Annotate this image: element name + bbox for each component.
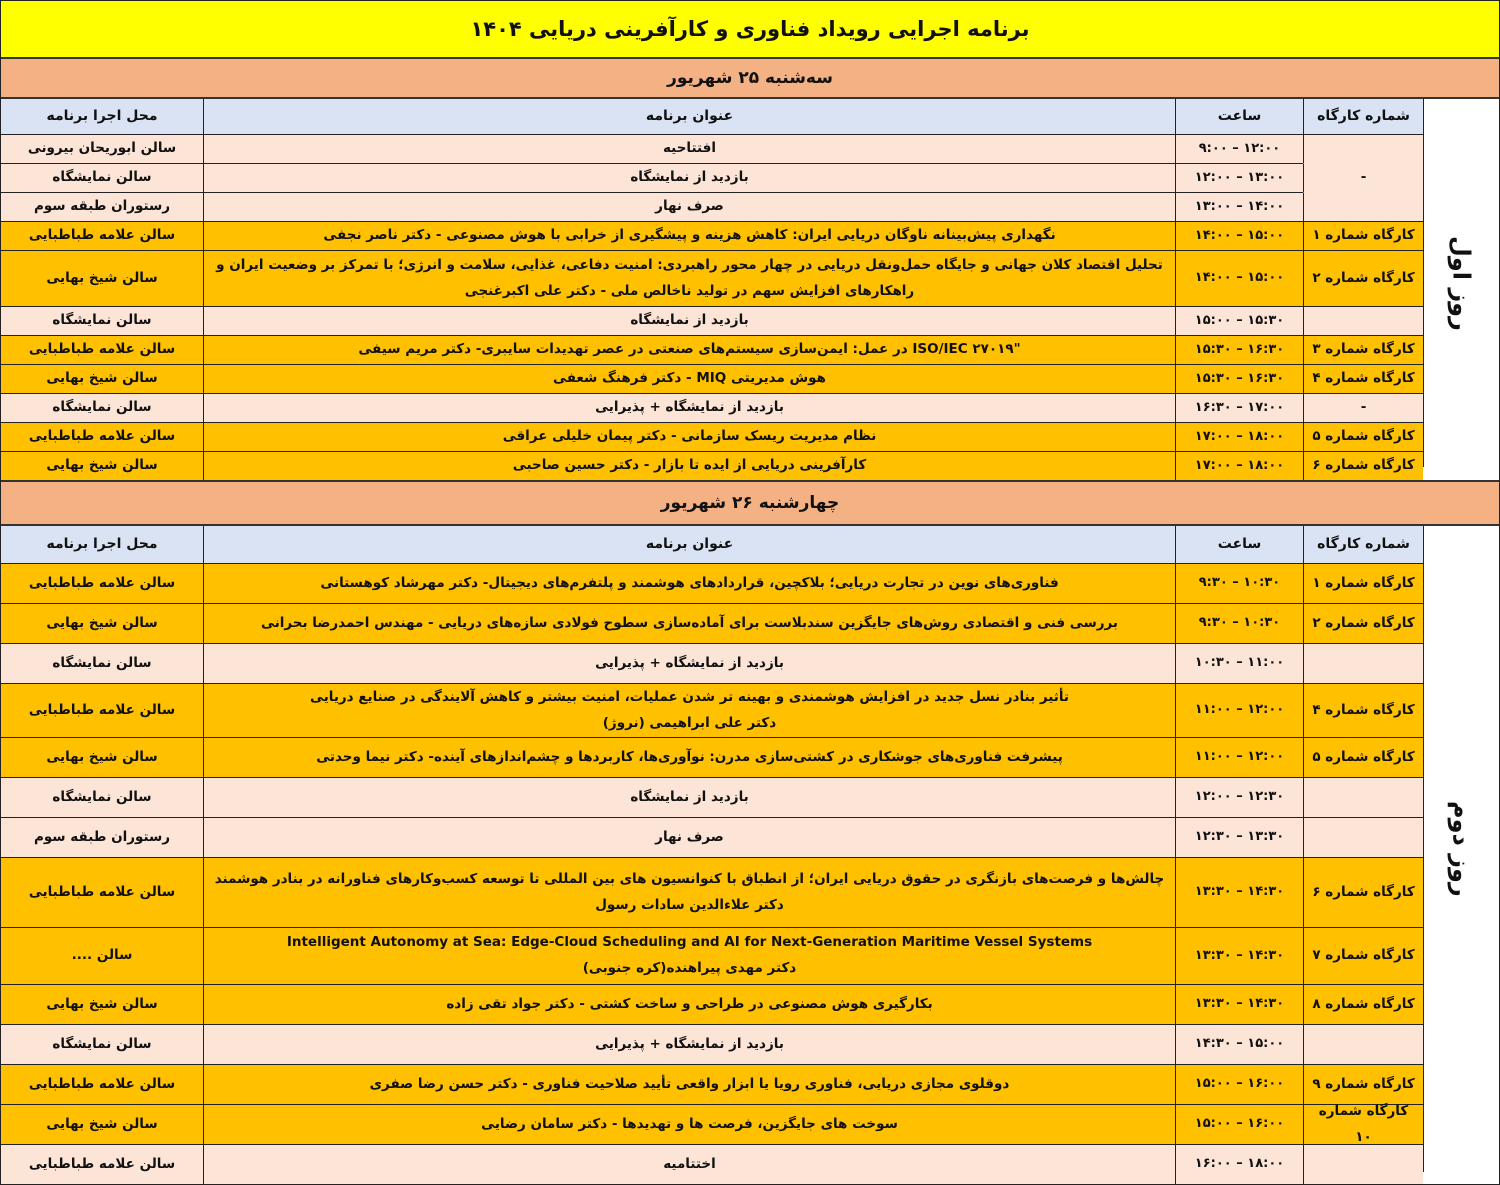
title-cell: فناوری‌های نوین در تجارت دریایی؛ بلاکچین، قراردادهای هوشمند و پلتفرم‌های دیجیتال- دکتر مهرشاد کوهستانی bbox=[203, 564, 1175, 603]
day2-label bbox=[1423, 526, 1499, 1172]
time-cell: ۱۵:۰۰ – ۱۵:۳۰ bbox=[1175, 307, 1303, 335]
col-workshop: شماره کارگاه bbox=[1303, 526, 1423, 563]
workshop-number: کارگاه شماره ۱ bbox=[1312, 227, 1415, 244]
workshop-number: کارگاه شماره ۱ bbox=[1312, 574, 1415, 591]
workshop-cell bbox=[1303, 193, 1423, 221]
location-cell: سالن شیخ بهایی bbox=[1, 251, 203, 306]
col-title: عنوان برنامه bbox=[203, 99, 1175, 134]
time-cell: ۱۵:۳۰ – ۱۶:۳۰ bbox=[1175, 336, 1303, 364]
time-cell: ۱۲:۰۰ – ۱۲:۳۰ bbox=[1175, 778, 1303, 817]
day1-block bbox=[1, 99, 1499, 480]
table-row bbox=[1, 423, 1423, 452]
workshop-cell bbox=[1303, 394, 1423, 422]
location-cell: سالن علامه طباطبایی bbox=[1, 1065, 203, 1104]
table-row bbox=[1, 135, 1423, 164]
workshop-cell bbox=[1303, 164, 1423, 193]
title-cell: بکارگیری هوش مصنوعی در طراحی و ساخت کشتی - دکتر جواد تقی زاده bbox=[203, 985, 1175, 1024]
workshop-cell bbox=[1303, 818, 1423, 857]
table-row bbox=[1, 164, 1423, 193]
title-cell bbox=[203, 858, 1175, 927]
day1-label-text: روز اول bbox=[1447, 235, 1476, 331]
time-cell: ۱۶:۳۰ – ۱۷:۰۰ bbox=[1175, 394, 1303, 422]
workshop-cell bbox=[1303, 858, 1423, 927]
title-cell: بازدید از نمایشگاه + پذیرایی bbox=[203, 1025, 1175, 1064]
title-cell: بازدید از نمایشگاه + پذیرایی bbox=[203, 644, 1175, 683]
time-cell: ۱۳:۳۰ – ۱۴:۳۰ bbox=[1175, 928, 1303, 984]
time-cell: ۱۴:۰۰ – ۱۵:۰۰ bbox=[1175, 222, 1303, 250]
title-cell: افتتاحیه bbox=[203, 135, 1175, 163]
table-row bbox=[1, 564, 1423, 604]
title-cell: بررسی فنی و اقتصادی روش‌های جایگزین سندبلاست برای آماده‌سازی سطوح فولادی سازه‌های دریایی - مهندس احمدرضا بحرانی bbox=[203, 604, 1175, 643]
workshop-cell bbox=[1303, 644, 1423, 683]
table-row bbox=[1, 985, 1423, 1025]
workshop-cell bbox=[1303, 985, 1423, 1024]
table-row bbox=[1, 336, 1423, 365]
title-cell: "ISO/IEC ۲۷۰۱۹ در عمل: ایمن‌سازی سیستم‌های صنعتی در عصر تهدیدات سایبری- دکتر مریم سیفی bbox=[203, 336, 1175, 364]
time-cell: ۱۵:۳۰ – ۱۶:۳۰ bbox=[1175, 365, 1303, 393]
col-location: محل اجرا برنامه bbox=[1, 526, 203, 563]
workshop-cell bbox=[1303, 604, 1423, 643]
location-cell: سالن نمایشگاه bbox=[1, 164, 203, 192]
workshop-number: - bbox=[1360, 399, 1367, 416]
table-row bbox=[1, 1025, 1423, 1065]
table-row bbox=[1, 193, 1423, 222]
day2-block bbox=[1, 526, 1499, 1184]
workshop-number: کارگاه شماره ۷ bbox=[1312, 947, 1415, 964]
workshop-number: کارگاه شماره ۶ bbox=[1312, 457, 1415, 474]
table-row bbox=[1, 222, 1423, 251]
table-row bbox=[1, 604, 1423, 644]
time-cell: ۹:۳۰ – ۱۰:۳۰ bbox=[1175, 564, 1303, 603]
location-cell: سالن نمایشگاه bbox=[1, 644, 203, 683]
table-row bbox=[1, 251, 1423, 307]
table-row bbox=[1, 684, 1423, 738]
program-speaker: دکتر علاءالدین سادات رسول bbox=[595, 896, 784, 913]
title-cell: بازدید از نمایشگاه bbox=[203, 164, 1175, 192]
day2-table bbox=[1, 526, 1423, 1184]
location-cell: رستوران طبقه سوم bbox=[1, 818, 203, 857]
time-cell: ۱۳:۳۰ – ۱۴:۳۰ bbox=[1175, 985, 1303, 1024]
location-cell: سالن شیخ بهایی bbox=[1, 985, 203, 1024]
col-workshop: شماره کارگاه bbox=[1303, 99, 1423, 134]
workshop-cell bbox=[1303, 135, 1423, 164]
time-cell: ۱۳:۰۰ – ۱۴:۰۰ bbox=[1175, 193, 1303, 221]
table-row bbox=[1, 818, 1423, 858]
location-cell: سالن علامه طباطبایی bbox=[1, 684, 203, 737]
time-cell: ۱۴:۳۰ – ۱۵:۰۰ bbox=[1175, 1025, 1303, 1064]
program-title: تأثیر بنادر نسل جدید در افزایش هوشمندی و بهینه تر شدن عملیات، امنیت بیشتر و کاهش آلایندگی در صنایع دریایی bbox=[310, 688, 1069, 705]
title-cell: نگهداری پیش‌بینانه ناوگان دریایی ایران: کاهش هزینه و پیشگیری از خرابی با هوش مصنوعی - دکتر ناصر نجفی bbox=[203, 222, 1175, 250]
table-row bbox=[1, 1065, 1423, 1105]
title-cell: کارآفرینی دریایی از ایده تا بازار - دکتر حسین صاحبی bbox=[203, 452, 1175, 480]
location-cell: سالن علامه طباطبایی bbox=[1, 858, 203, 927]
col-time: ساعت bbox=[1175, 526, 1303, 563]
location-cell: سالن شیخ بهایی bbox=[1, 452, 203, 480]
time-cell: ۱۲:۰۰ – ۱۳:۰۰ bbox=[1175, 164, 1303, 192]
title-cell: دوقلوی مجازی دریایی، فناوری رویا یا ابزار واقعی تأیید صلاحیت فناوری - دکتر حسن رضا صفری bbox=[203, 1065, 1175, 1104]
workshop-number: - bbox=[1360, 169, 1367, 186]
day2-label-text: روز دوم bbox=[1447, 801, 1476, 897]
workshop-number: کارگاه شماره ۵ bbox=[1312, 748, 1415, 765]
location-cell: سالن شیخ بهایی bbox=[1, 738, 203, 777]
time-cell: ۹:۰۰ – ۱۲:۰۰ bbox=[1175, 135, 1303, 163]
time-cell: ۹:۳۰ – ۱۰:۳۰ bbox=[1175, 604, 1303, 643]
time-cell: ۱۰:۳۰ – ۱۱:۰۰ bbox=[1175, 644, 1303, 683]
workshop-number: کارگاه شماره ۱۰ bbox=[1318, 1102, 1409, 1145]
table-row bbox=[1, 1145, 1423, 1184]
workshop-number: کارگاه شماره ۴ bbox=[1312, 701, 1415, 718]
program-title: Intelligent Autonomy at Sea: Edge-Cloud Scheduling and AI for Next-Generation Maritime Vessel Systems bbox=[286, 934, 1093, 951]
table-row bbox=[1, 1102, 1423, 1145]
location-cell: سالن علامه طباطبایی bbox=[1, 222, 203, 250]
time-cell: ۱۲:۳۰ – ۱۳:۳۰ bbox=[1175, 818, 1303, 857]
workshop-number: کارگاه شماره ۵ bbox=[1312, 428, 1415, 445]
title-cell: نظام مدیریت ریسک سازمانی - دکتر پیمان خلیلی عراقی bbox=[203, 423, 1175, 451]
time-cell: ۱۶:۰۰ – ۱۸:۰۰ bbox=[1175, 1145, 1303, 1184]
time-cell: ۱۳:۳۰ – ۱۴:۳۰ bbox=[1175, 858, 1303, 927]
title-cell: سوخت های جایگزین، فرصت ها و تهدیدها - دکتر سامان رضایی bbox=[203, 1105, 1175, 1144]
workshop-cell bbox=[1303, 684, 1423, 737]
time-cell: ۱۵:۰۰ – ۱۶:۰۰ bbox=[1175, 1105, 1303, 1144]
location-cell: سالن شیخ بهایی bbox=[1, 365, 203, 393]
time-cell: ۱۱:۰۰ – ۱۲:۰۰ bbox=[1175, 738, 1303, 777]
day1-table bbox=[1, 99, 1423, 480]
workshop-cell bbox=[1303, 307, 1423, 335]
workshop-number: کارگاه شماره ۴ bbox=[1312, 370, 1415, 387]
workshop-number: کارگاه شماره ۸ bbox=[1312, 995, 1415, 1012]
title-cell: هوش مدیریتی MIQ - دکتر فرهنگ شعفی bbox=[203, 365, 1175, 393]
workshop-number: کارگاه شماره ۳ bbox=[1312, 341, 1415, 358]
page-title: برنامه اجرایی رویداد فناوری و کارآفرینی دریایی ۱۴۰۴ bbox=[1, 1, 1499, 59]
workshop-cell bbox=[1303, 336, 1423, 364]
workshop-number: کارگاه شماره ۲ bbox=[1312, 614, 1415, 631]
table-row bbox=[1, 644, 1423, 684]
table-row bbox=[1, 307, 1423, 336]
day1-header: سه‌شنبه ۲۵ شهریور bbox=[1, 59, 1499, 99]
title-cell: بازدید از نمایشگاه bbox=[203, 307, 1175, 335]
table-row bbox=[1, 858, 1423, 928]
location-cell: سالن نمایشگاه bbox=[1, 778, 203, 817]
workshop-cell bbox=[1303, 1102, 1423, 1145]
location-cell: سالن علامه طباطبایی bbox=[1, 336, 203, 364]
col-location: محل اجرا برنامه bbox=[1, 99, 203, 134]
location-cell: سالن شیخ بهایی bbox=[1, 604, 203, 643]
workshop-cell bbox=[1303, 251, 1423, 306]
location-cell: سالن علامه طباطبایی bbox=[1, 564, 203, 603]
program-title: تحلیل اقتصاد کلان جهانی و جایگاه حمل‌ونقل دریایی در چهار محور راهبردی: امنیت دفاعی، غذایی، سلامت و انرژی؛ با تمرکز بر وضعیت ایران و bbox=[216, 256, 1163, 273]
table-row bbox=[1, 452, 1423, 480]
time-cell: ۱۱:۰۰ – ۱۲:۰۰ bbox=[1175, 684, 1303, 737]
time-cell: ۱۴:۰۰ – ۱۵:۰۰ bbox=[1175, 251, 1303, 306]
workshop-cell bbox=[1303, 365, 1423, 393]
column-header-row bbox=[1, 526, 1423, 564]
title-cell bbox=[203, 251, 1175, 306]
workshop-cell bbox=[1303, 778, 1423, 817]
title-cell: پیشرفت فناوری‌های جوشکاری در کشتی‌سازی مدرن: نوآوری‌ها، کاربردها و چشم‌اندازهای آینده- دکتر نیما وحدتی bbox=[203, 738, 1175, 777]
title-cell: صرف نهار bbox=[203, 818, 1175, 857]
table-row bbox=[1, 394, 1423, 423]
location-cell: سالن علامه طباطبایی bbox=[1, 1145, 203, 1184]
workshop-cell bbox=[1303, 1025, 1423, 1064]
program-speaker: دکتر مهدی پیراهنده(کره جنوبی) bbox=[582, 960, 797, 976]
workshop-cell bbox=[1303, 928, 1423, 984]
time-cell: ۱۷:۰۰ – ۱۸:۰۰ bbox=[1175, 452, 1303, 480]
workshop-cell bbox=[1303, 564, 1423, 603]
day1-label bbox=[1423, 99, 1499, 467]
table-row bbox=[1, 365, 1423, 394]
location-cell: سالن نمایشگاه bbox=[1, 394, 203, 422]
title-cell bbox=[203, 928, 1175, 984]
table-row bbox=[1, 778, 1423, 818]
location-cell: سالن .... bbox=[1, 928, 203, 984]
time-cell: ۱۷:۰۰ – ۱۸:۰۰ bbox=[1175, 423, 1303, 451]
workshop-cell bbox=[1303, 222, 1423, 250]
workshop-number: کارگاه شماره ۶ bbox=[1312, 883, 1415, 900]
time-cell: ۱۵:۰۰ – ۱۶:۰۰ bbox=[1175, 1065, 1303, 1104]
program-speaker: دکتر علی ابراهیمی (نروژ) bbox=[602, 714, 777, 731]
table-row bbox=[1, 928, 1423, 985]
location-cell: سالن نمایشگاه bbox=[1, 307, 203, 335]
workshop-cell bbox=[1303, 423, 1423, 451]
col-title: عنوان برنامه bbox=[203, 526, 1175, 563]
day2-header: چهارشنبه ۲۶ شهریور bbox=[1, 480, 1499, 526]
col-time: ساعت bbox=[1175, 99, 1303, 134]
program-title: چالش‌ها و فرصت‌های بازنگری در حقوق دریایی ایران؛ از انطباق با کنوانسیون های بین المللی تا توسعه کسب‌وکارهای فناورانه در بنادر هوشمند bbox=[214, 870, 1165, 887]
title-cell bbox=[203, 684, 1175, 737]
workshop-cell bbox=[1303, 1145, 1423, 1184]
table-row bbox=[1, 738, 1423, 778]
title-cell: اختتامیه bbox=[203, 1145, 1175, 1184]
title-cell: بازدید از نمایشگاه + پذیرایی bbox=[203, 394, 1175, 422]
location-cell: رستوران طبقه سوم bbox=[1, 193, 203, 221]
location-cell: سالن نمایشگاه bbox=[1, 1025, 203, 1064]
workshop-number: کارگاه شماره ۹ bbox=[1312, 1075, 1415, 1092]
title-cell: صرف نهار bbox=[203, 193, 1175, 221]
location-cell: سالن شیخ بهایی bbox=[1, 1105, 203, 1144]
program-speaker: راهکارهای افزایش سهم در تولید ناخالص ملی - دکتر علی اکبرغنجی bbox=[464, 282, 915, 299]
location-cell: سالن علامه طباطبایی bbox=[1, 423, 203, 451]
title-cell: بازدید از نمایشگاه bbox=[203, 778, 1175, 817]
workshop-cell bbox=[1303, 738, 1423, 777]
column-header-row bbox=[1, 99, 1423, 135]
workshop-cell bbox=[1303, 452, 1423, 480]
location-cell: سالن ابوریحان بیرونی bbox=[1, 135, 203, 163]
workshop-number: کارگاه شماره ۲ bbox=[1312, 269, 1415, 286]
